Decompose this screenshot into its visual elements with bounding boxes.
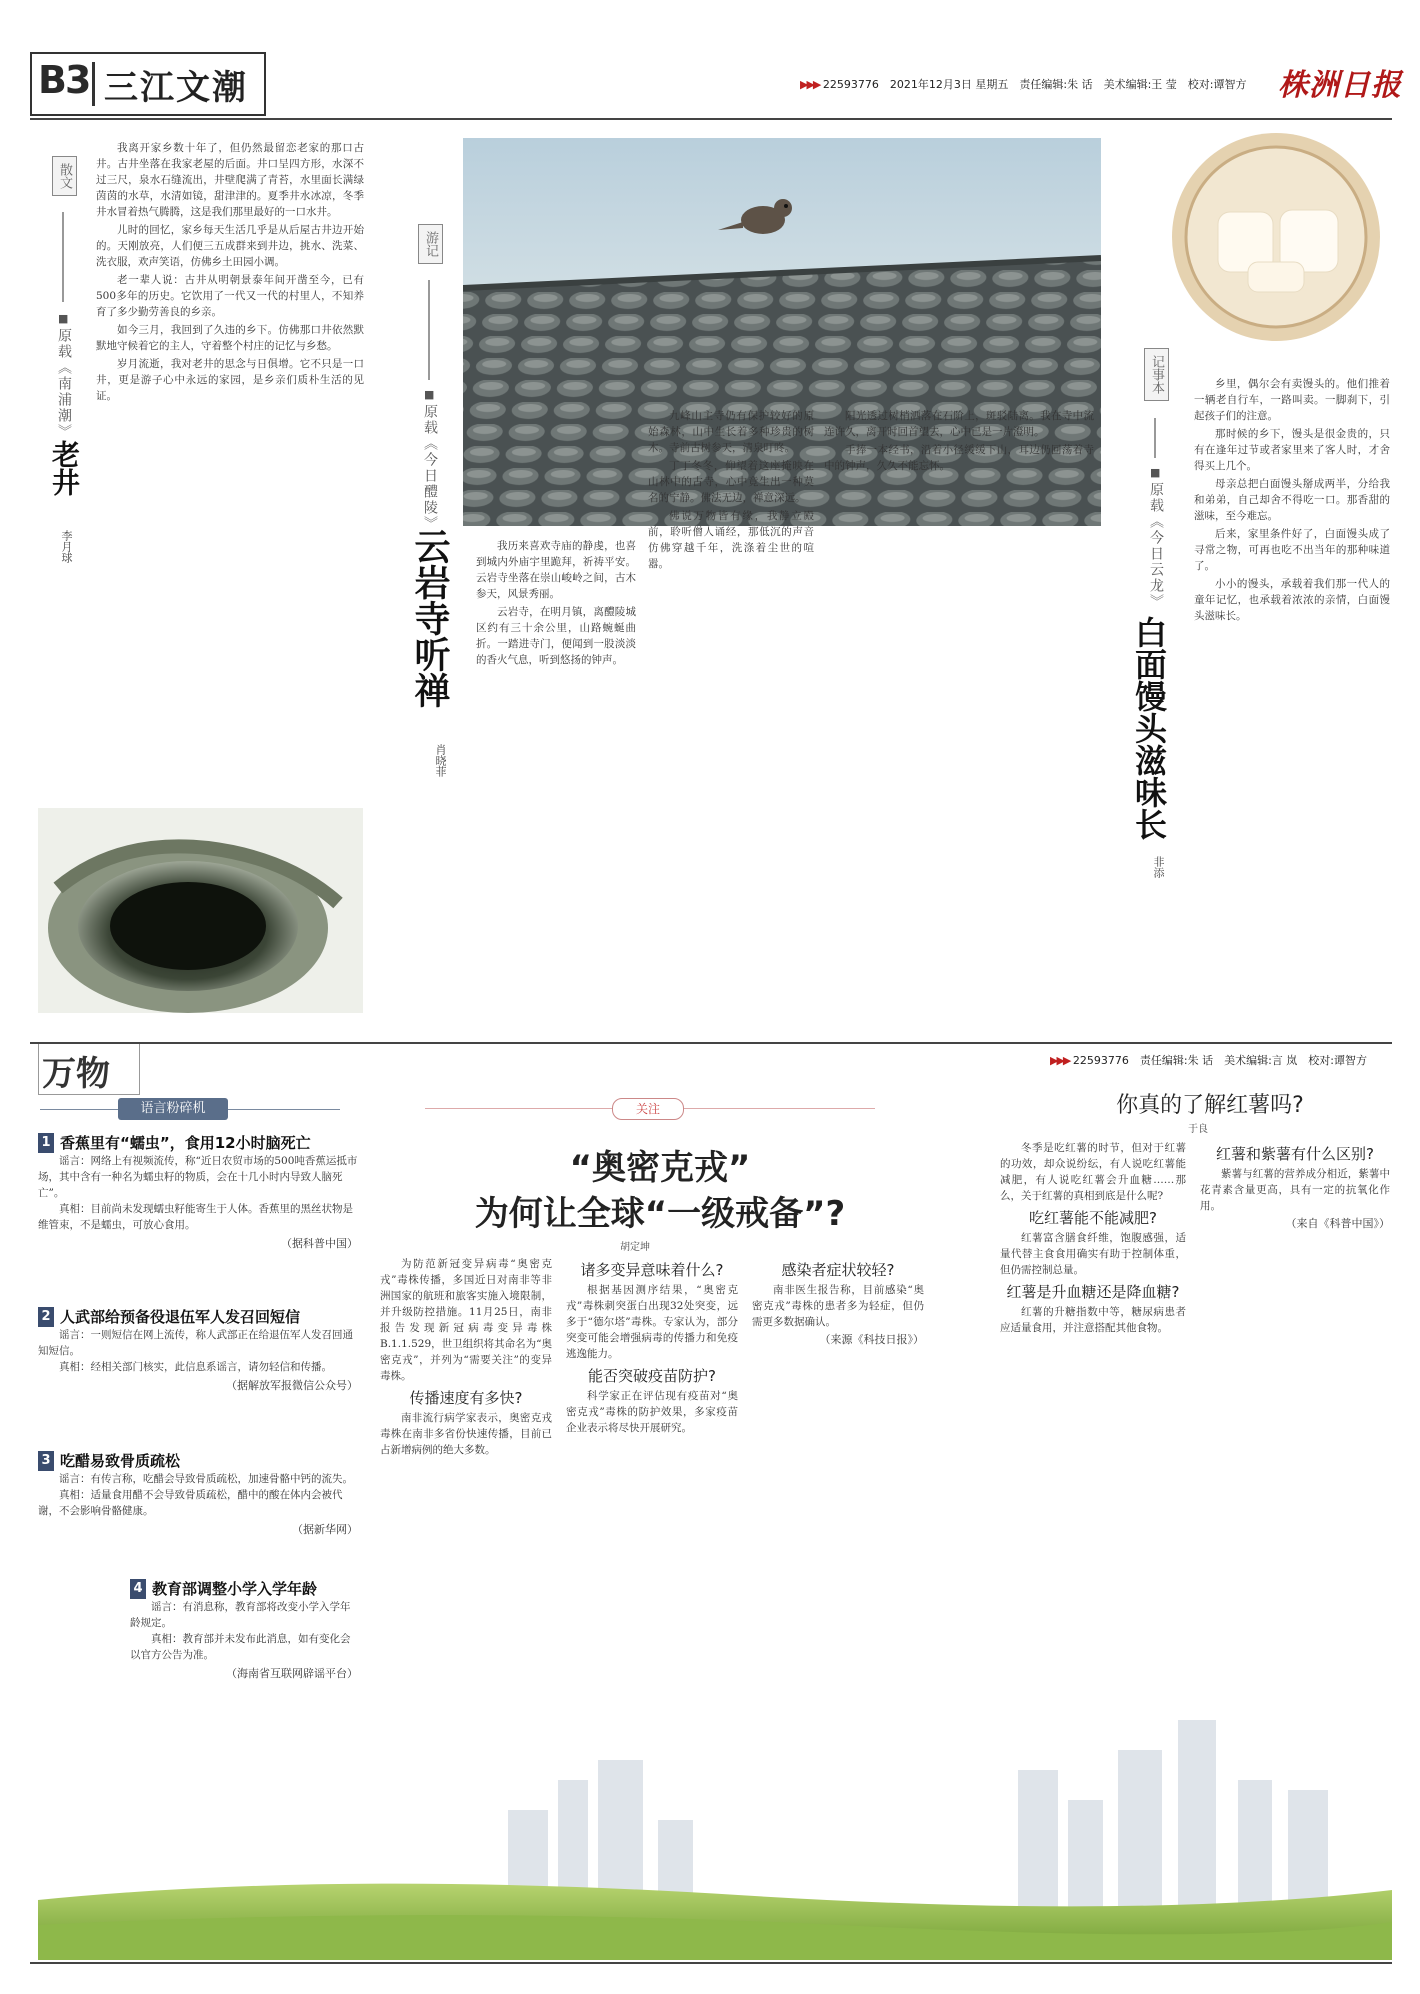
rumor-item <box>38 1132 358 1251</box>
omicron-subhead: 能否突破疫苗防护? <box>588 1367 716 1385</box>
paragraph: 真相：教育部并未发布此消息，如有变化会以官方公告为准。 <box>130 1633 351 1661</box>
paragraph: 阳光透过树梢洒落在石阶上，斑驳陆离。我在寺中流连许久，离开时回首望去，心中已是一片澄明。 <box>824 410 1094 438</box>
genre-tag-notebook: 记事本 <box>1144 348 1169 401</box>
old-well-photo <box>38 808 363 1013</box>
item-number: 3 <box>38 1451 54 1471</box>
omicron-subhead: 传播速度有多快? <box>409 1389 523 1407</box>
mantou-title: 白面馒头滋味长 <box>1130 616 1168 840</box>
arrow-icon: ▶▶▶ <box>800 78 820 91</box>
paragraph: 红薯富含膳食纤维，饱腹感强，适量代替主食食用确实有助于控制体重，但仍需控制总量。 <box>1000 1232 1186 1276</box>
paragraph: 云岩寺，在明月镇，离醴陵城区约有三十余公里，山路蜿蜒曲折。一踏进寺门，便闻到一股淡淡的香火气息，听到悠扬的钟声。 <box>476 606 636 666</box>
rumor-item-title <box>130 1578 358 1599</box>
paragraph: 手捧一本经书，沿着小径缓缓下山，耳边仍回荡着寺中的钟声，久久不能忘怀。 <box>824 444 1094 472</box>
paragraph: 南非流行病学家表示，奥密克戎毒株在南非多省份快速传播，目前已占新增病例的绝大多数。 <box>380 1412 552 1456</box>
header-rule <box>30 118 1392 120</box>
sweet-potato-subhead: 吃红薯能不能减肥? <box>1029 1209 1157 1227</box>
rumor-item-source: （据科普中国） <box>281 1237 358 1250</box>
paragraph: 真相：目前尚未发现蠕虫籽能寄生于人体。香蕉里的黑丝状物是维管束，不是蠕虫，可放心食用。 <box>38 1203 353 1231</box>
yunyansi-title: 云岩寺听禅 <box>409 528 450 708</box>
paragraph: 紫薯与红薯的营养成分相近，紫薯中花青素含量更高，具有一定的抗氧化作用。 <box>1200 1168 1390 1212</box>
header-divider <box>92 62 95 106</box>
sweet-potato-subhead: 红薯和紫薯有什么区别? <box>1216 1145 1374 1163</box>
focus-tag: 关注 <box>612 1098 684 1120</box>
paragraph: 儿时的回忆，家乡每天生活几乎是从后屋古井边开始的。天刚放亮，人们便三五成群来到井边，挑水、洗菜、洗衣服，欢声笑语，仿佛乡土田园小调。 <box>96 224 364 268</box>
rumor-item-title <box>38 1450 358 1471</box>
header-info <box>800 76 1246 92</box>
paragraph: 为防范新冠变异病毒“奥密克戎”毒株传播，多国近日对南非等非洲国家的航班和旅客实施入境限制，并升级防控措施。11月25日，南非报告发现新冠病毒变异毒株B.1.1.529，世卫组织将其命名为“奥密克戎”，并列为“需要关注”的变异毒株。 <box>380 1258 552 1382</box>
paragraph: 我历来喜欢寺庙的静虔，也喜到城内外庙宇里跪拜，祈祷平安。云岩寺坐落在崇山峻岭之间，古木参天，风景秀丽。 <box>476 540 636 600</box>
paragraph: 冬季是吃红薯的时节，但对于红薯的功效，却众说纷纭，有人说吃红薯能减肥，有人说吃红薯会升血糖……那么，关于红薯的真相到底是什么呢? <box>1000 1142 1186 1202</box>
mantou-body <box>1194 376 1390 1016</box>
wanwu-info <box>1050 1052 1367 1068</box>
paragraph: 老一辈人说：古井从明朝景泰年间开凿至今，已有500多年的历史。它饮用了一代又一代的村里人，不知养育了多少勤劳善良的乡亲。 <box>96 274 364 318</box>
item-number: 4 <box>130 1579 146 1599</box>
laojing-title: 老井 <box>48 440 81 496</box>
page-number: B3 <box>38 58 90 102</box>
paragraph: 丁丁冬冬，仰望着这座掩映在山林中的古寺，心中竟生出一种莫名的宁静。佛法无边，禅意深远。 <box>648 460 814 504</box>
header-info-text: 22593776 2021年12月3日 星期五 责任编辑:朱 话 美术编辑:王 莹 校对:谭智方 <box>822 78 1247 91</box>
paragraph: 乡里，偶尔会有卖馒头的。他们推着一辆老自行车，一路叫卖。一脚刹下，引起孩子们的注意。 <box>1194 378 1390 422</box>
item-number: 2 <box>38 1307 54 1327</box>
rumor-item-source: （据解放军报微信公众号） <box>226 1379 358 1392</box>
square-icon: ■ <box>58 312 69 325</box>
mantou-author: 非添 <box>1152 856 1165 878</box>
rumor-item-title <box>38 1306 358 1327</box>
item-title-text: 香蕉里有“蠕虫”，食用12小时脑死亡 <box>60 1134 311 1152</box>
rumor-item <box>38 1450 358 1537</box>
paragraph: 真相：经相关部门核实，此信息系谣言，请勿轻信和传播。 <box>59 1361 332 1373</box>
section-divider <box>30 1042 1392 1044</box>
wanwu-info-text: 22593776 责任编辑:朱 话 美术编辑:言 岚 校对:谭智方 <box>1072 1054 1367 1067</box>
genre-tag-essay: 散文 <box>52 156 77 196</box>
rumor-item-title <box>38 1132 358 1153</box>
item-title-text: 人武部给预备役退伍军人发召回短信 <box>60 1308 301 1326</box>
paragraph: 如今三月，我回到了久违的乡下。仿佛那口井依然默默地守候着它的主人，守着整个村庄的记忆与乡愁。 <box>96 324 364 352</box>
vertical-line <box>1154 418 1156 458</box>
rumor-buster-tag: 语言粉碎机 <box>118 1098 228 1120</box>
rumor-item-body <box>38 1471 358 1519</box>
item-title-text: 吃醋易致骨质疏松 <box>60 1452 181 1470</box>
omicron-col3 <box>752 1256 924 1696</box>
yunyansi-author: 肖晓菲 <box>434 744 447 777</box>
paragraph: 九峰山主寺仍有保护较好的原始森林，山中生长着多种珍贵的树木。寺前古树参天，清泉叮咚。 <box>648 410 814 454</box>
sweet-potato-col1 <box>1000 1140 1186 1690</box>
paragraph: 南非医生报告称，目前感染“奥密克戎”毒株的患者多为轻症，但仍需更多数据确认。 <box>752 1284 924 1328</box>
rumor-item-source: （据新华网） <box>292 1523 358 1536</box>
yunyansi-col3 <box>824 408 1094 1018</box>
paragraph: 岁月流逝，我对老井的思念与日俱增。它不只是一口井，更是游子心中永远的家园，是乡亲们质朴生活的见证。 <box>96 358 364 402</box>
footer-rule <box>30 1962 1392 1964</box>
vertical-line <box>428 280 430 380</box>
paragraph: 真相：适量食用醋不会导致骨质疏松，醋中的酸在体内会被代谢，不会影响骨骼健康。 <box>38 1489 343 1517</box>
sweet-potato-author: 于良 <box>1188 1124 1208 1135</box>
paragraph: 我离开家乡数十年了，但仍然最留恋老家的那口古井。古井坐落在我家老屋的后面。井口呈四方形，水深不过三尺，泉水石缝流出，井壁爬满了青苔，水里面长满绿茵茵的水草，水清如镜，甜津津的。夏季井水冰凉，冬季井水冒着热气腾腾，这是我们那里最好的一口水井。 <box>96 142 364 218</box>
wanwu-section-title: 万物 <box>42 1054 110 1094</box>
paragraph: 谣言：有消息称，教育部将改变小学入学年龄规定。 <box>130 1601 351 1629</box>
paragraph: 谣言：网络上有视频流传，称“近日农贸市场的500吨香蕉运抵市场，其中含有一种名为蠕虫籽的物质，会在十几小时内导致人脑死亡”。 <box>38 1155 358 1199</box>
omicron-col1 <box>380 1256 552 1696</box>
rumor-item-body <box>38 1153 358 1233</box>
sweet-potato-source: （来自《科普中国》） <box>1285 1217 1390 1230</box>
steamed-buns-photo <box>1158 132 1394 342</box>
section-title: 三江文潮 <box>104 68 248 108</box>
yunyansi-col2 <box>648 408 814 1018</box>
rumor-item-body <box>130 1599 358 1663</box>
paragraph: 后来，家里条件好了，白面馒头成了寻常之物，可再也吃不出当年的那种味道了。 <box>1194 528 1390 572</box>
yunyansi-source: 原载《今日醴陵》 <box>422 404 438 532</box>
omicron-col2 <box>566 1256 738 1696</box>
sweet-potato-subhead: 红薯是升血糖还是降血糖? <box>1006 1283 1180 1301</box>
newspaper-logo: 株洲日报 <box>1278 68 1402 103</box>
paragraph: 那时候的乡下，馒头是很金贵的，只有在逢年过节或者家里来了客人时，才舍得买上几个。 <box>1194 428 1390 472</box>
sweet-potato-col2 <box>1200 1140 1390 1690</box>
mantou-source: 原载《今日云龙》 <box>1148 482 1164 610</box>
yunyansi-col1 <box>476 538 636 1018</box>
laojing-author: 李月球 <box>60 530 73 563</box>
sweet-potato-title: 你真的了解红薯吗? <box>1116 1093 1304 1118</box>
paragraph: 根据基因测序结果，“奥密克戎”毒株刺突蛋白出现32处突变，远多于“德尔塔”毒株。专家认为，部分突变可能会增强病毒的传播力和免疫逃逸能力。 <box>566 1284 738 1360</box>
square-icon: ■ <box>1150 466 1161 479</box>
genre-tag-travel: 游记 <box>418 224 443 264</box>
paragraph: 佛说万物皆有缘，我静立殿前，聆听僧人诵经，那低沉的声音仿佛穿越千年，洗涤着尘世的喧嚣。 <box>648 510 814 570</box>
rumor-item-source: （海南省互联网辟谣平台） <box>226 1667 358 1680</box>
omicron-source: （来源《科技日报》） <box>819 1333 924 1346</box>
paragraph: 谣言：有传言称，吃醋会导致骨质疏松，加速骨骼中钙的流失。 <box>59 1473 353 1485</box>
omicron-subhead: 诸多变异意味着什么? <box>580 1261 724 1279</box>
paragraph: 谣言：一则短信在网上流传，称人武部正在给退伍军人发召回通知短信。 <box>38 1329 353 1357</box>
omicron-subhead: 感染者症状较轻? <box>781 1261 895 1279</box>
omicron-title-line1: “奥密克戎” <box>569 1148 751 1188</box>
rumor-item-body <box>38 1327 358 1375</box>
vertical-line <box>62 212 64 302</box>
paragraph: 科学家正在评估现有疫苗对“奥密克戎”毒株的防护效果，多家疫苗企业表示将尽快开展研究。 <box>566 1390 738 1434</box>
item-number: 1 <box>38 1133 54 1153</box>
paragraph: 红薯的升糖指数中等，糖尿病患者应适量食用，并注意搭配其他食物。 <box>1000 1306 1186 1334</box>
item-title-text: 教育部调整小学入学年龄 <box>152 1580 318 1598</box>
square-icon: ■ <box>424 388 435 401</box>
rumor-item <box>38 1306 358 1393</box>
omicron-title-line2: 为何让全球“一级戒备”? <box>474 1194 846 1234</box>
omicron-author: 胡定坤 <box>620 1242 650 1253</box>
paragraph: 小小的馒头，承载着我们那一代人的童年记忆，也承载着浓浓的亲情，白面馒头滋味长。 <box>1194 578 1390 622</box>
laojing-body <box>96 140 364 800</box>
arrow-icon: ▶▶▶ <box>1050 1054 1070 1067</box>
rumor-item <box>130 1578 358 1681</box>
laojing-source: 原载《南浦潮》 <box>56 328 72 440</box>
paragraph: 母亲总把白面馒头掰成两半，分给我和弟弟，自己却舍不得吃一口。那香甜的滋味，至今难忘。 <box>1194 478 1390 522</box>
city-skyline-illustration <box>38 1690 1392 1960</box>
